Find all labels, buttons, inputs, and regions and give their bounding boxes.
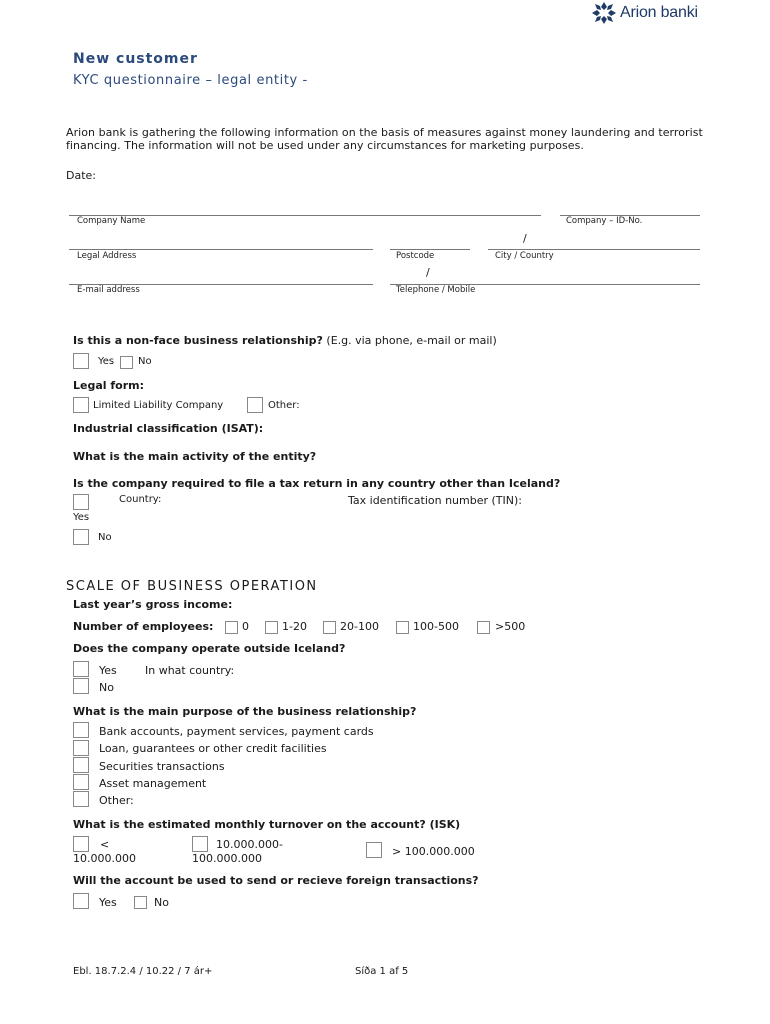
tax-no-label: No <box>98 532 112 543</box>
purpose-other-checkbox[interactable] <box>73 791 89 807</box>
purpose-asset-mgmt-checkbox[interactable] <box>73 774 89 790</box>
outside-iceland-question: Does the company operate outside Iceland? <box>73 642 346 655</box>
tax-yes-checkbox[interactable] <box>73 494 89 510</box>
other-form-label: Other: <box>268 400 300 411</box>
employees-20-100-label: 20-100 <box>340 620 379 633</box>
outside-country-label: In what country: <box>145 664 235 677</box>
nonface-yes-label: Yes <box>98 356 115 367</box>
tax-yes-label: Yes <box>73 512 90 523</box>
llc-label: Limited Liability Company <box>93 400 224 411</box>
llc-checkbox[interactable] <box>73 397 89 413</box>
tax-tin-label: Tax identification number (TIN): <box>348 494 522 507</box>
employees-0-checkbox[interactable] <box>225 621 238 634</box>
date-label: Date: <box>66 169 96 182</box>
employees-question: Number of employees: <box>73 620 214 633</box>
section-heading-scale: SCALE OF BUSINESS OPERATION <box>66 579 318 594</box>
tax-question: Is the company required to file a tax return in any country other than Iceland? <box>73 477 561 490</box>
company-id-label: Company – ID-No. <box>566 216 643 226</box>
logo <box>592 2 698 24</box>
turnover-question: What is the estimated monthly turnover on the account? (ISK) <box>73 818 461 831</box>
purpose-bank-accounts-checkbox[interactable] <box>73 722 89 738</box>
purpose-loans-checkbox[interactable] <box>73 740 89 756</box>
nonface-yes-checkbox[interactable] <box>73 353 89 369</box>
employees-1-20-checkbox[interactable] <box>265 621 278 634</box>
foreign-question: Will the account be used to send or recieve foreign transactions? <box>73 874 479 887</box>
foreign-yes-checkbox[interactable] <box>73 893 89 909</box>
turnover-opt2-line1: 10.000.000- <box>216 838 283 851</box>
intro-text: Arion bank is gathering the following information on the basis of measures against money laundering and terrorist financing. The information will not be used under any circumstances for marketing purposes. <box>66 126 703 152</box>
postcode-line[interactable] <box>390 249 470 250</box>
purpose-question: What is the main purpose of the business relationship? <box>73 705 417 718</box>
employees-500-plus-checkbox[interactable] <box>477 621 490 634</box>
purpose-loans-label: Loan, guarantees or other credit facilities <box>99 742 327 755</box>
legal-address-line[interactable] <box>69 249 373 250</box>
nonface-no-label: No <box>138 356 152 367</box>
tax-country-label: Country: <box>119 494 162 505</box>
outside-no-checkbox[interactable] <box>73 678 89 694</box>
employees-100-500-label: 100-500 <box>413 620 459 633</box>
employees-0-label: 0 <box>242 620 249 633</box>
turnover-10m-100m-checkbox[interactable] <box>192 836 208 852</box>
turnover-opt3-label: > 100.000.000 <box>392 845 475 858</box>
activity-question: What is the main activity of the entity? <box>73 450 317 463</box>
outside-yes-checkbox[interactable] <box>73 661 89 677</box>
page-title: New customer <box>73 51 198 67</box>
employees-20-100-checkbox[interactable] <box>323 621 336 634</box>
turnover-under-10m-checkbox[interactable] <box>73 836 89 852</box>
city-country-line[interactable] <box>488 249 700 250</box>
footer-code: Ebl. 18.7.2.4 / 10.22 / 7 ár+ <box>73 966 213 977</box>
city-country-label: City / Country <box>495 251 554 261</box>
purpose-other-label: Other: <box>99 794 134 807</box>
legal-address-label: Legal Address <box>77 251 137 261</box>
page-subtitle: KYC questionnaire – legal entity - <box>73 73 308 88</box>
isat-question: Industrial classification (ISAT): <box>73 422 264 435</box>
employees-500-plus-label: >500 <box>495 620 526 633</box>
other-form-checkbox[interactable] <box>247 397 263 413</box>
legal-form-question: Legal form: <box>73 379 144 392</box>
logo-text: Arion banki <box>620 4 698 21</box>
email-label: E-mail address <box>77 285 140 295</box>
foreign-yes-label: Yes <box>99 896 117 909</box>
purpose-bank-accounts-label: Bank accounts, payment services, payment cards <box>99 725 374 738</box>
employees-100-500-checkbox[interactable] <box>396 621 409 634</box>
foreign-no-label: No <box>154 896 169 909</box>
purpose-asset-mgmt-label: Asset management <box>99 777 207 790</box>
purpose-securities-checkbox[interactable] <box>73 757 89 773</box>
outside-yes-label: Yes <box>99 664 117 677</box>
postcode-label: Postcode <box>396 251 435 261</box>
turnover-opt2-line2: 100.000.000 <box>192 852 262 865</box>
nonface-question: Is this a non-face business relationship? (E.g. via phone, e-mail or mail) <box>73 334 497 347</box>
turnover-over-100m-checkbox[interactable] <box>366 842 382 858</box>
arion-logo-icon <box>592 2 616 24</box>
slash-separator: / <box>426 266 430 279</box>
foreign-no-checkbox[interactable] <box>134 896 147 909</box>
slash-separator: / <box>523 232 527 245</box>
purpose-securities-label: Securities transactions <box>99 760 225 773</box>
tax-no-checkbox[interactable] <box>73 529 89 545</box>
turnover-opt1-line2: 10.000.000 <box>73 852 136 865</box>
telephone-label: Telephone / Mobile <box>396 285 476 295</box>
turnover-opt1-line1: < <box>100 838 110 851</box>
employees-1-20-label: 1-20 <box>282 620 307 633</box>
nonface-no-checkbox[interactable] <box>120 356 133 369</box>
company-name-label: Company Name <box>77 216 146 226</box>
footer-page-number: Síða 1 af 5 <box>355 966 409 977</box>
outside-no-label: No <box>99 681 114 694</box>
income-question: Last year’s gross income: <box>73 598 233 611</box>
